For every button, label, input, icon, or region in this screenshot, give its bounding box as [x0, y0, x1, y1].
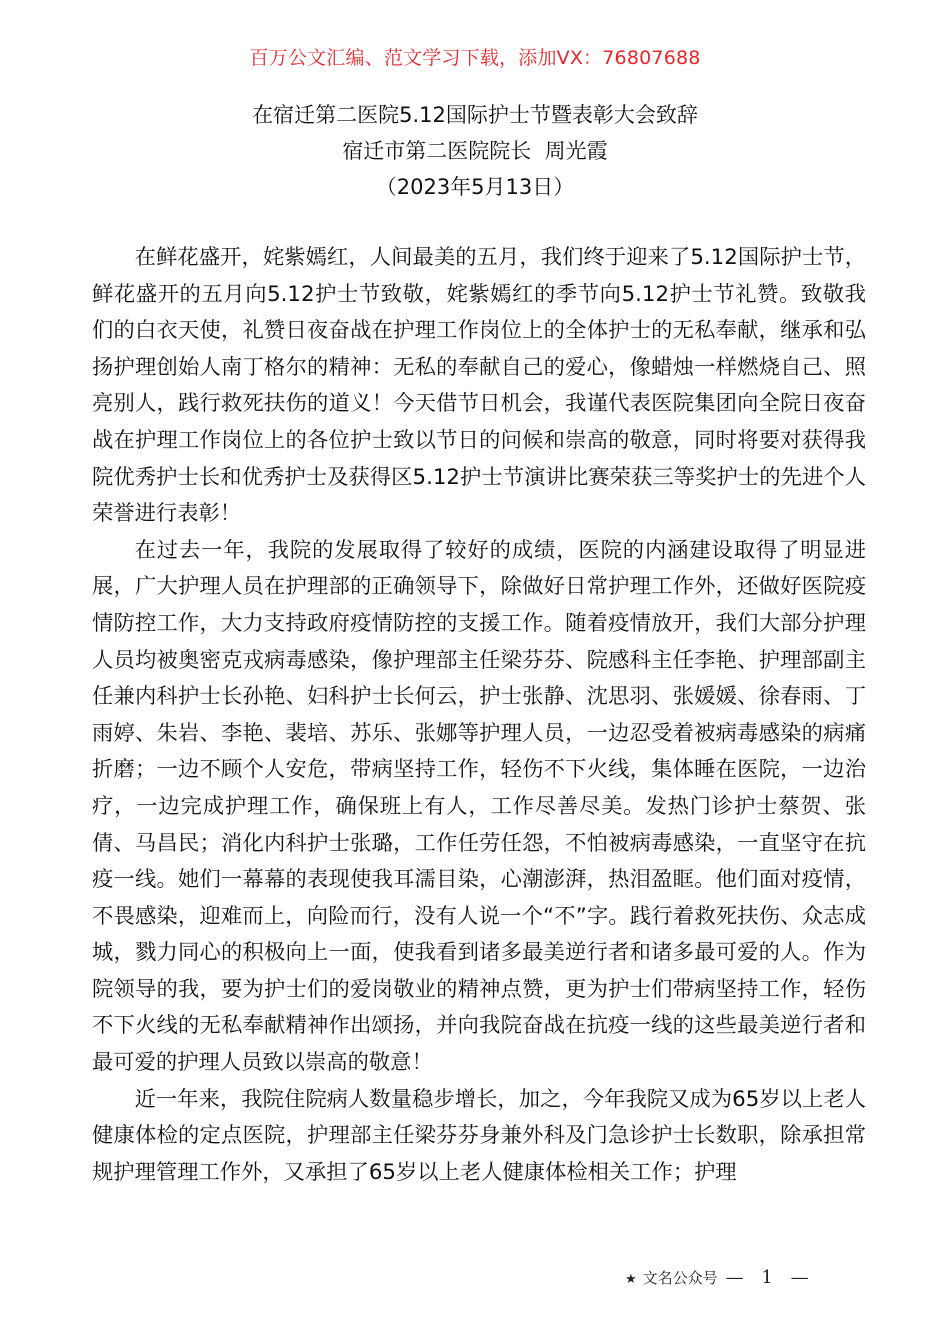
document-date: （2023年5月13日） — [375, 175, 575, 199]
paragraph-1: 在鲜花盛开，姹紫嫣红，人间最美的五月，我们终于迎来了5.12国际护士节，鲜花盛开的五月向5.12护士节致敬，姹紫嫣红的季节向5.12护士节礼赞。致敬我们的白衣天使，礼赞日夜奋战在护理工作岗位上的全体护士的无私奉献，继承和弘扬护理创始人南丁格尔的精神：无私的奉献自己的爱心，像蜡烛一样燃烧自己、照亮别人，践行救死扶伤的道义！今天借节日机会，我谨代表医院集团向全院日夜奋战在护理工作岗位上的各位护士致以节日的问候和崇高的敬意，同时将要对获得我院优秀护士长和优秀护士及获得区5.12护士节演讲比赛荣获三等奖护士的先进个人荣誉进行表彰！ — [92, 245, 866, 527]
document-body — [92, 240, 866, 1191]
page-footer — [625, 1266, 815, 1292]
page-number: — 1 — — [725, 1267, 815, 1288]
star-icon: ★ — [625, 1272, 637, 1287]
document-author: 宿迁市第二医院院长 周光霞 — [342, 139, 608, 163]
paragraph-2: 在过去一年，我院的发展取得了较好的成绩，医院的内涵建设取得了明显进展，广大护理人员在护理部的正确领导下，除做好日常护理工作外，还做好医院疫情防控工作，大力支持政府疫情防控的支援工作。随着疫情放开，我们大部分护理人员均被奥密克戎病毒感染，像护理部主任梁芬芬、院感科主任李艳、护理部副主任兼内科护士长孙艳、妇科护士长何云，护士张静、沈思羽、张媛媛、徐春雨、丁雨婷、朱岩、李艳、裴培、苏乐、张娜等护理人员，一边忍受着被病毒感染的病痛折磨；一边不顾个人安危，带病坚持工作，轻伤不下火线，集体睡在医院，一边治疗，一边完成护理工作，确保班上有人，工作尽善尽美。发热门诊护士蔡贺、张倩、马昌民；消化内科护士张璐，工作任劳任怨，不怕被病毒感染，一直坚守在抗疫一线。她们一幕幕的表现使我耳濡目染，心潮澎湃，热泪盈眶。他们面对疫情，不畏感染，迎难而上，向险而行，没有人说一个“不”字。践行着救死扶伤、众志成城，戮力同心的积极向上一面，使我看到诸多最美逆行者和诸多最可爱的人。作为院领导的我，要为护士们的爱岗敬业的精神点赞，更为护士们带病坚持工作，轻伤不下火线的无私奉献精神作出颂扬，并向我院奋战在抗疫一线的这些最美逆行者和最可爱的护理人员致以崇高的敬意！ — [92, 537, 866, 1076]
watermark-banner: 百万公文汇编、范文学习下载，添加VX：76807688 — [249, 47, 701, 69]
document-title: 在宿迁第二医院5.12国际护士节暨表彰大会致辞 — [252, 103, 698, 127]
paragraph-3: 近一年来，我院住院病人数量稳步增长，加之，今年我院又成为65岁以上老人健康体检的定点医院，护理部主任梁芬芬身兼外科及门急诊护士长数职，除承担常规护理管理工作外，又承担了65岁以上老人健康体检相关工作；护理 — [92, 1086, 866, 1185]
footer-source: 文名公众号 — [642, 1269, 718, 1287]
document-header — [0, 97, 950, 205]
